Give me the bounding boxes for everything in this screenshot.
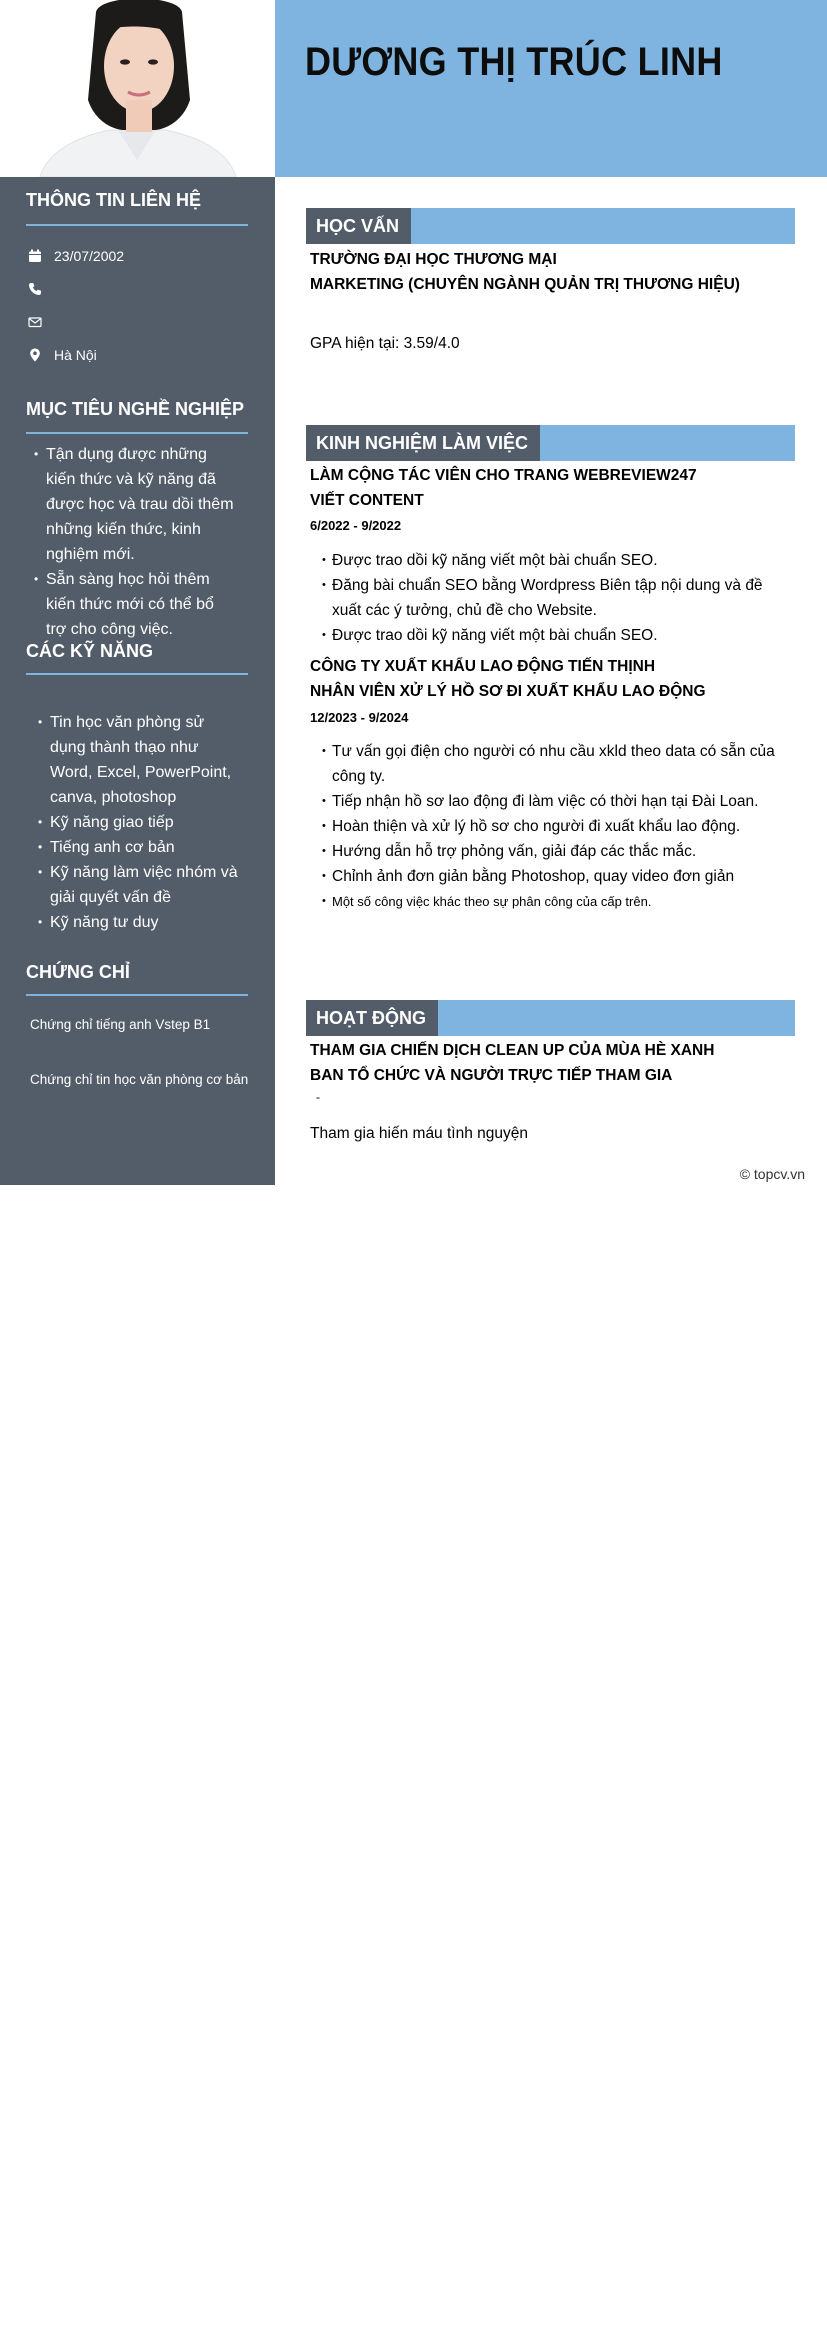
date-separator: -	[353, 518, 362, 533]
activities-header-bar	[306, 1000, 795, 1036]
phone-row	[28, 279, 54, 299]
list-item: • Đăng bài chuẩn SEO bằng Wordpress Biên tập nội dung và đề xuất các ý tưởng, chủ đề cho Website.	[322, 573, 792, 623]
job-end-date: 9/2024	[368, 710, 409, 725]
list-item: • Tư vấn gọi điện cho người có nhu cầu xkld theo data có sẵn của công ty.	[322, 739, 792, 789]
certificates-divider	[26, 994, 248, 996]
experience-title: KINH NGHIỆM LÀM VIỆC	[306, 425, 540, 461]
job-duties-list	[322, 739, 792, 914]
list-item: • Được trao dồi kỹ năng viết một bài chuẩn SEO.	[322, 623, 792, 648]
phone-icon	[28, 282, 42, 296]
job-start-date: 12/2023	[310, 710, 357, 725]
skills-list	[38, 710, 238, 935]
activity-note: Tham gia hiến máu tình nguyện	[310, 1125, 528, 1142]
list-item: • Tiếng anh cơ bản	[38, 835, 238, 860]
job-end-date: 9/2022	[361, 518, 402, 533]
sidebar	[0, 177, 275, 1185]
job-duties-list	[322, 548, 792, 648]
job-company: LÀM CỘNG TÁC VIÊN CHO TRANG WEBREVIEW247	[310, 467, 697, 484]
footer-credit: © topcv.vn	[739, 1166, 805, 1182]
objective-title: MỤC TIÊU NGHỀ NGHIỆP	[26, 399, 245, 419]
email-row	[28, 312, 54, 332]
list-item: • Tin học văn phòng sử dụng thành thạo như Word, Excel, PowerPoint, canva, photoshop	[38, 710, 238, 810]
contact-title: THÔNG TIN LIÊN HỆ	[26, 190, 201, 210]
calendar-icon	[28, 249, 42, 263]
list-item: • Kỹ năng giao tiếp	[38, 810, 238, 835]
list-item: • Được trao dồi kỹ năng viết một bài chuẩn SEO.	[322, 548, 792, 573]
education-header-bar	[306, 208, 795, 244]
list-item: • Hoàn thiện và xử lý hồ sơ cho người đi xuất khẩu lao động.	[322, 814, 792, 839]
contact-divider	[26, 224, 248, 226]
job-dates	[310, 518, 401, 533]
skills-divider	[26, 673, 248, 675]
gpa-text: GPA hiện tại: 3.59/4.0	[310, 335, 460, 352]
certificates-title: CHỨNG CHỈ	[26, 962, 130, 982]
objective-list	[34, 442, 234, 642]
list-item: • Chỉnh ảnh đơn giản bằng Photoshop, quay video đơn giản	[322, 864, 792, 889]
major-name: MARKETING (CHUYÊN NGÀNH QUẢN TRỊ THƯƠNG HIỆU)	[310, 276, 740, 293]
profile-photo	[0, 0, 275, 177]
portrait-image	[0, 0, 275, 177]
activity-role: BAN TỔ CHỨC VÀ NGƯỜI TRỰC TIẾP THAM GIA	[310, 1067, 673, 1084]
address-row	[28, 345, 97, 365]
education-title: HỌC VẤN	[306, 208, 411, 244]
job-company: CÔNG TY XUẤT KHẨU LAO ĐỘNG TIẾN THỊNH	[310, 658, 656, 675]
list-item: • Sẵn sàng học hỏi thêm kiến thức mới có thể bổ trợ cho công việc.	[34, 567, 234, 642]
school-name: TRƯỜNG ĐẠI HỌC THƯƠNG MẠI	[310, 251, 557, 268]
list-item: • Kỹ năng làm việc nhóm và giải quyết vấn đề	[38, 860, 238, 910]
job-dates	[310, 710, 408, 725]
list-item: • Một số công việc khác theo sự phân công của cấp trên.	[322, 889, 792, 914]
certificate-item: Chứng chỉ tin học văn phòng cơ bản	[30, 1072, 249, 1087]
objective-divider	[26, 432, 248, 434]
list-item: • Tiếp nhận hồ sơ lao động đi làm việc có thời hạn tại Đài Loan.	[322, 789, 792, 814]
candidate-name: DƯƠNG THỊ TRÚC LINH	[305, 40, 723, 84]
activity-dash: -	[316, 1090, 320, 1104]
birthdate-value: 23/07/2002	[54, 248, 125, 264]
header-band	[275, 0, 827, 177]
job-position: NHÂN VIÊN XỬ LÝ HỒ SƠ ĐI XUẤT KHẨU LAO ĐỘNG	[310, 683, 706, 700]
list-item: • Hướng dẫn hỗ trợ phỏng vấn, giải đáp các thắc mắc.	[322, 839, 792, 864]
certificate-item: Chứng chỉ tiếng anh Vstep B1	[30, 1017, 211, 1032]
list-item: • Tận dụng được những kiến thức và kỹ năng đã được học và trau dồi thêm những kiến thức, kinh nghiệm mới.	[34, 442, 234, 567]
activities-title: HOẠT ĐỘNG	[306, 1000, 438, 1036]
job-start-date: 6/2022	[310, 518, 350, 533]
envelope-icon	[28, 315, 42, 329]
address-value: Hà Nội	[54, 347, 97, 363]
birthdate-row	[28, 246, 124, 266]
activity-event: THAM GIA CHIẾN DỊCH CLEAN UP CỦA MÙA HÈ XANH	[310, 1042, 715, 1059]
job-position: VIẾT CONTENT	[310, 492, 424, 509]
experience-header-bar	[306, 425, 795, 461]
skills-title: CÁC KỸ NĂNG	[26, 641, 154, 661]
list-item: • Kỹ năng tư duy	[38, 910, 238, 935]
date-separator: -	[360, 710, 369, 725]
location-pin-icon	[28, 348, 42, 362]
